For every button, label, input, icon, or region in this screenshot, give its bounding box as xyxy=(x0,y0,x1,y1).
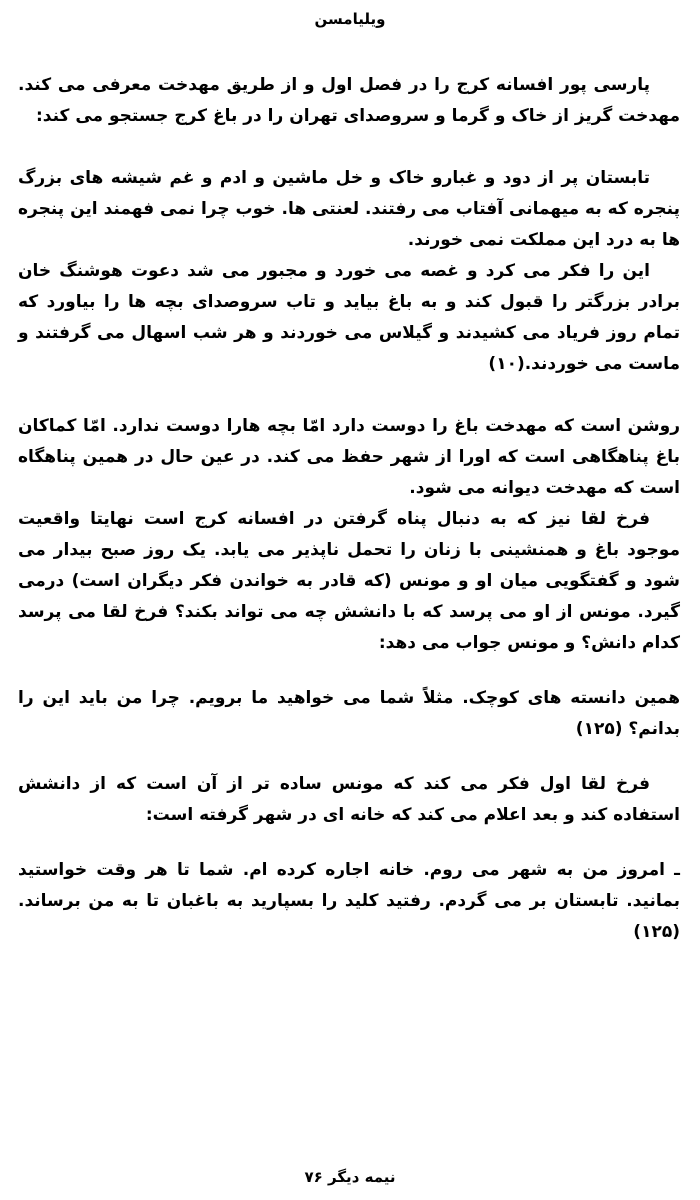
paragraph-decision: فرخ لقا اول فکر می کند که مونس ساده تر از آن است که از دانشش استفاده کند و بعد اعلام می کند که خانه ای در شهر گرفته است: xyxy=(18,774,680,825)
block-quote-departure: ـ امروز من به شهر می روم. خانه اجاره کرده ام. شما تا هر وقت خواستید بمانید. تابستان بر می گردم. رفتید کلید را بسپارید به باغبان تا به من برساند.(۱۲۵) xyxy=(18,860,680,942)
body-text xyxy=(18,70,680,948)
running-head-author: ویلیامسن xyxy=(314,10,386,28)
paragraph-intro: پارسی پور افسانه کرج را در فصل اول و از طریق مهدخت معرفی می کند. مهدخت گریز از خاک و گرما و سروصدای تهران را در باغ کرج جستجو می کند: xyxy=(18,75,680,126)
block-quote-invitation: این را فکر می کرد و غصه می خورد و مجبور می شد دعوت هوشنگ خان برادر بزرگتر را قبول کند و به باغ بیاید و تاب سروصدای بچه ها را بیاورد که تمام روز فریاد می کشیدند و گیلاس می خوردند و هر شب اسهال می گرفتند و ماست می خوردند.(۱۰) xyxy=(18,261,680,374)
paragraph-farrokhlegha: فرخ لقا نیز که به دنبال پناه گرفتن در افسانه کرج است نهایتا واقعیت موجود باغ و همنشینی با زنان را تحمل ناپذیر می یابد. یک روز صبح بیدار می شود و گفتگویی میان او و مونس (که قادر به خواندن فکر دیگران است) درمی گیرد. مونس از او می پرسد که با دانشش چه می تواند بکند؟ فرخ لقا می پرسد کدام دانش؟ و مونس جواب می دهد: xyxy=(18,509,680,653)
page-footer-folio: نیمه دیگر ۷۶ xyxy=(304,1168,396,1186)
block-quote-munes: همین دانسته های کوچک. مثلاً شما می خواهید ما برویم. چرا من باید این را بدانم؟ (۱۲۵) xyxy=(18,688,680,739)
paragraph-garden-refuge: روشن است که مهدخت باغ را دوست دارد امّا بچه هارا دوست ندارد. امّا کماکان باغ پناهگاهی است که اورا از شهر حفظ می کند. در عین حال در همین پناهگاه است که مهدخت دیوانه می شود. xyxy=(18,416,680,498)
block-quote-summer: تابستان پر از دود و غبارو خاک و خل ماشین و ادم و غم شیشه های بزرگ پنجره که به میهمانی آفتاب می رفتند. لعنتی ها. خوب چرا نمی فهمند این پنجره ها به درد این مملکت نمی خورند. xyxy=(18,168,680,250)
